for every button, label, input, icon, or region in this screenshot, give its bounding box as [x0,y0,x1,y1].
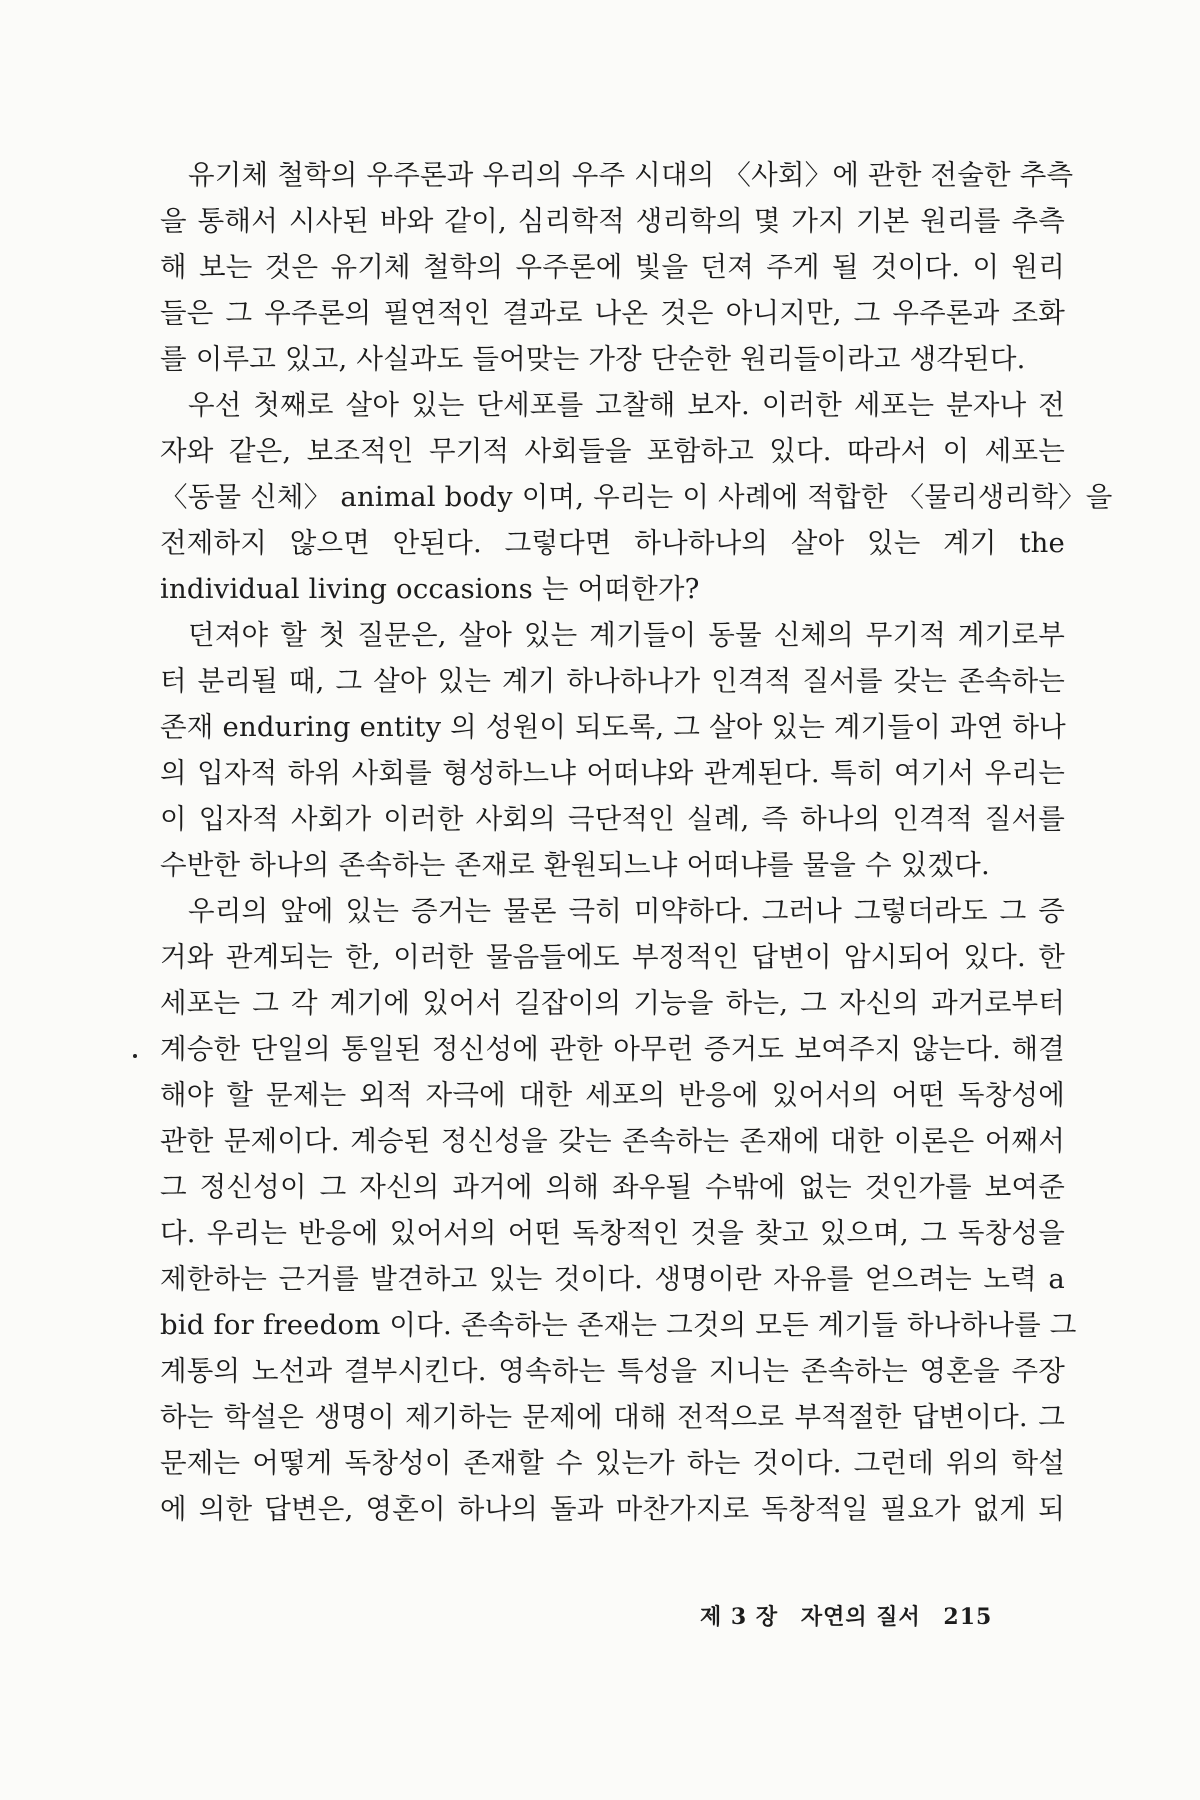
text-line: 터 분리될 때, 그 살아 있는 계기 하나하나가 인격적 질서를 갖는 존속하는 [160,665,1065,697]
text-line: 해야 할 문제는 외적 자극에 대한 세포의 반응에 있어서의 어떤 독창성에 [160,1079,1065,1111]
text-line: 계통의 노선과 결부시킨다. 영속하는 특성을 지니는 존속하는 영혼을 주장 [160,1355,1065,1387]
text-line: 던져야 할 첫 질문은, 살아 있는 계기들이 동물 신체의 무기적 계기로부 [188,619,1065,651]
text-line: 유기체 철학의 우주론과 우리의 우주 시대의 〈사회〉에 관한 전술한 추측 [188,159,1074,191]
text-line: 〈동물 신체〉 animal body 이며, 우리는 이 사례에 적합한 〈물리생리학〉을 [160,481,1113,513]
text-line: 하는 학설은 생명이 제기하는 문제에 대해 전적으로 부적절한 답변이다. 그 [160,1401,1065,1433]
text-line: 존재 enduring entity 의 성원이 되도록, 그 살아 있는 계기들이 과연 하나 [160,711,1066,743]
text-line: individual living occasions 는 어떠한가? [160,573,700,605]
text-line: 를 이루고 있고, 사실과도 들어맞는 가장 단순한 원리들이라고 생각된다. [160,343,1026,375]
page-number: 215 [943,1604,993,1630]
text-line: 문제는 어떻게 독창성이 존재할 수 있는가 하는 것이다. 그런데 위의 학설 [160,1447,1065,1479]
text-line: 이 입자적 사회가 이러한 사회의 극단적인 실례, 즉 하나의 인격적 질서를 [160,803,1065,835]
page-footer [700,1600,1080,1631]
margin-mark [133,1054,137,1058]
text-line: 을 통해서 시사된 바와 같이, 심리학적 생리학의 몇 가지 기본 원리를 추측 [160,205,1065,237]
text-line: 관한 문제이다. 계승된 정신성을 갖는 존속하는 존재에 대한 이론은 어째서 [160,1125,1065,1157]
text-line: 에 의한 답변은, 영혼이 하나의 돌과 마찬가지로 독창적일 필요가 없게 되 [160,1493,1065,1525]
text-line: 자와 같은, 보조적인 무기적 사회들을 포함하고 있다. 따라서 이 세포는 [160,435,1065,467]
footer-chapter-title: 자연의 질서 [800,1604,921,1630]
text-line: 제한하는 근거를 발견하고 있는 것이다. 생명이란 자유를 얻으려는 노력 a [160,1263,1065,1295]
text-line: 수반한 하나의 존속하는 존재로 환원되느냐 어떠냐를 물을 수 있겠다. [160,849,990,881]
text-line: 거와 관계되는 한, 이러한 물음들에도 부정적인 답변이 암시되어 있다. 한 [160,941,1065,973]
text-line: 우선 첫째로 살아 있는 단세포를 고찰해 보자. 이러한 세포는 분자나 전 [188,389,1065,421]
text-line: bid for freedom 이다. 존속하는 존재는 그것의 모든 계기들 하나하나를 그 [160,1309,1077,1341]
text-line: 우리의 앞에 있는 증거는 물론 극히 미약하다. 그러나 그렇더라도 그 증 [188,895,1065,927]
text-line: 계승한 단일의 통일된 정신성에 관한 아무런 증거도 보여주지 않는다. 해결 [160,1033,1065,1065]
text-line: 그 정신성이 그 자신의 과거에 의해 좌우될 수밖에 없는 것인가를 보여준 [160,1171,1065,1203]
text-line: 들은 그 우주론의 필연적인 결과로 나온 것은 아니지만, 그 우주론과 조화 [160,297,1065,329]
body-text [160,152,1113,1532]
text-line: 전제하지 않으면 안된다. 그렇다면 하나하나의 살아 있는 계기 the [160,527,1065,559]
text-line: 세포는 그 각 계기에 있어서 길잡이의 기능을 하는, 그 자신의 과거로부터 [160,987,1065,1019]
text-line: 의 입자적 하위 사회를 형성하느냐 어떠냐와 관계된다. 특히 여기서 우리는 [160,757,1065,789]
text-line: 다. 우리는 반응에 있어서의 어떤 독창적인 것을 찾고 있으며, 그 독창성을 [160,1217,1065,1249]
text-line: 해 보는 것은 유기체 철학의 우주론에 빛을 던져 주게 될 것이다. 이 원리 [160,251,1065,283]
footer-chapter: 제 3 장 [700,1604,779,1630]
